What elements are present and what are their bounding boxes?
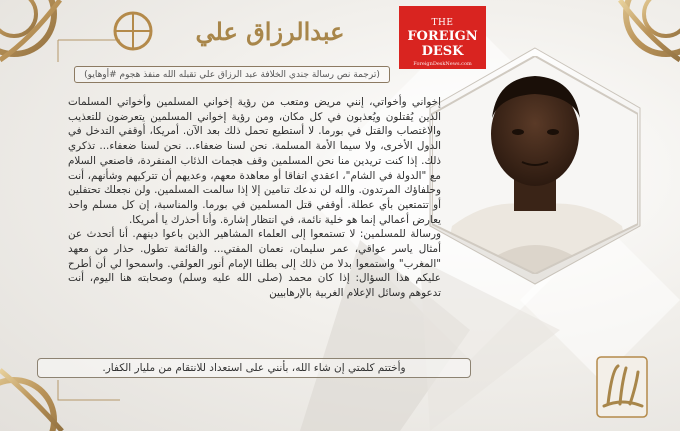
logo-line-2: FOREIGN DESK bbox=[407, 29, 478, 59]
calligraphy-brand-icon bbox=[596, 356, 648, 418]
corner-ornament-top-right bbox=[620, 0, 680, 60]
portrait-photo bbox=[432, 56, 638, 274]
corner-ornament-bottom-left bbox=[0, 370, 62, 431]
logo-line-1: THE bbox=[431, 18, 454, 28]
page-title: عبدالرزاق علي bbox=[195, 17, 345, 46]
letter-paragraph-2: ورسالة للمسلمين: لا تستمعوا إلى العلماء المشاهير الذين باعوا دينهم. أنا أتحدث عن أمثال ياسر عواقي، عمر سليمان، نعمان المفتي... والقائمة تطول. حذار من معهد "المغرب" واستمعوا بدلا من ذلك إلى بطلنا الإمام أنور العولقي. واسمحوا لي أن أطرح عليكم هذا السؤال: إذا كان محمد (صلى الله عليه وسلم) وصحابته هنا اليوم، أنت تدعوهم وسائل الإعلام الغربية بالإرهابيين bbox=[68, 228, 441, 300]
letter-body bbox=[68, 95, 441, 301]
header-ornament-icon bbox=[110, 8, 156, 54]
letter-paragraph-1: إخواني وأخواتي، إنني مريض ومتعب من رؤية إخواني المسلمين وأخواتي المسلمات الذين يُقتلون ويُعذبون في كل مكان، ومن رؤية إخواني المسلمين يتعرضون للتعذيب والاغتصاب والقتل في بورما. لا أستطيع تحمل ذلك بعد الآن. أمريكا، أوقفي التدخل في الدول الأخرى، ولا سيما الأمة المسلمة. نحن لسنا ضعفاء... نحن لسنا ضعفاء... تذكري ذلك. إذا كنت تريدين منا نحن المسلمين وقف هجمات الذئاب المنفردة، فاصنعي السلام مع "الدولة في الشام"، اعقدي اتفاقا أو معاهدة معهم، وعديهم أن تتركيهم وشأنهم، أنت وحلفاؤك المرتدون. والله لن ندعك تنامين إلا إذا سالمت المسلمين. ولن نجعلك تحتفلين أو تتمتعين بأي عطلة. أوقفي قتل المسلمين في بورما. والمناسبة، إن كل مسلم واحد يعارض أعمالي إنما هو خلية نائمة، في انتظار إشارة. وأنا أحذرك يا أمريكا. bbox=[68, 96, 441, 226]
corner-ornament-top-left bbox=[0, 0, 60, 60]
page-subtitle: (ترجمة نص رسالة جندي الخلافة عبد الرزاق علي تقبله الله منفذ هجوم #أوهايو) bbox=[74, 66, 390, 83]
logo-line-3: ForeignDeskNews.com bbox=[413, 61, 472, 67]
closing-statement: وأختتم كلمتي إن شاء الله، بأنني على استعداد للانتقام من مليار الكفار. bbox=[37, 358, 471, 378]
